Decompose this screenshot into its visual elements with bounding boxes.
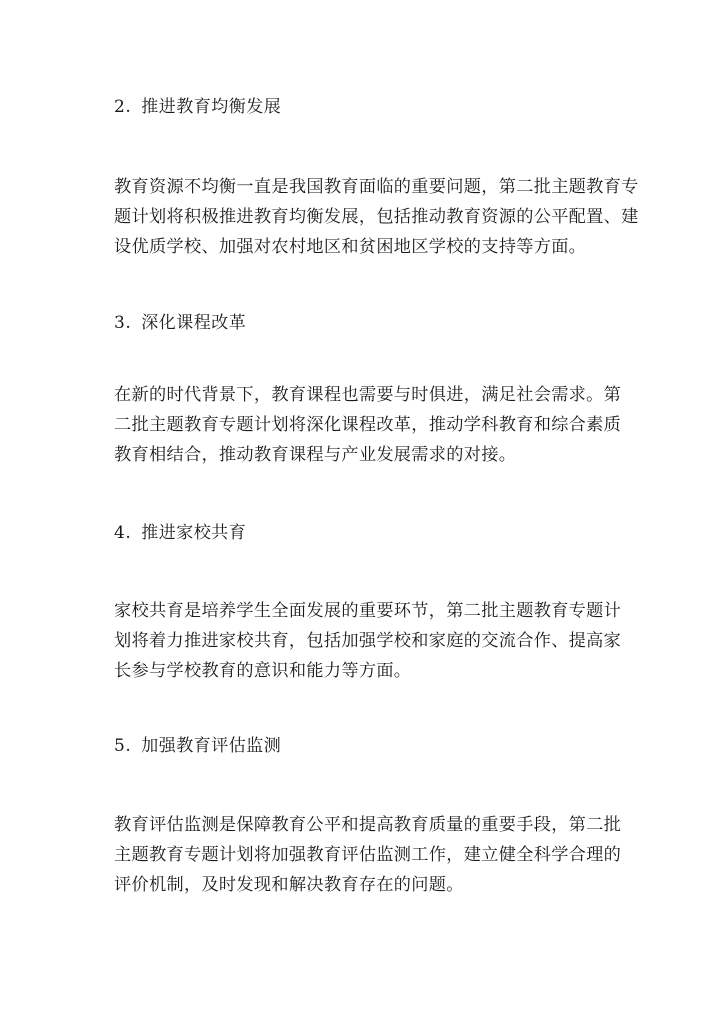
section-number: 4. <box>114 523 132 543</box>
paragraph-line: 教育评估监测是保障教育公平和提高教育质量的重要手段，第二批 <box>114 815 622 835</box>
paragraph-line: 评价机制，及时发现和解决教育存在的问题。 <box>114 875 464 895</box>
section-heading <box>114 312 658 334</box>
paragraph-line: 二批主题教育专题计划将深化课程改革，推动学科教育和综合素质 <box>114 415 622 435</box>
section-title: 推进教育均衡发展 <box>141 97 282 117</box>
paragraph-line: 划将着力推进家校共育，包括加强学校和家庭的交流合作、提高家 <box>114 631 622 651</box>
section-paragraph <box>114 596 658 686</box>
paragraph-line: 主题教育专题计划将加强教育评估监测工作，建立健全科学合理的 <box>114 845 622 865</box>
section-title: 加强教育评估监测 <box>141 736 282 756</box>
paragraph-line: 题计划将积极推进教育均衡发展，包括推动教育资源的公平配置、建 <box>114 207 639 227</box>
section-title: 深化课程改革 <box>141 313 247 333</box>
section-paragraph <box>114 810 658 900</box>
paragraph-line: 家校共育是培养学生全面发展的重要环节，第二批主题教育专题计 <box>114 601 622 621</box>
section-number: 3. <box>114 313 132 333</box>
section-heading <box>114 96 658 118</box>
section-paragraph <box>114 380 658 470</box>
paragraph-line: 设优质学校、加强对农村地区和贫困地区学校的支持等方面。 <box>114 237 587 257</box>
section-paragraph <box>114 172 658 262</box>
paragraph-line: 长参与学校教育的意识和能力等方面。 <box>114 661 412 681</box>
section-title: 推进家校共育 <box>141 523 247 543</box>
paragraph-line: 教育相结合，推动教育课程与产业发展需求的对接。 <box>114 445 517 465</box>
section-heading <box>114 522 658 544</box>
section-number: 5. <box>114 736 132 756</box>
paragraph-line: 教育资源不均衡一直是我国教育面临的重要问题，第二批主题教育专 <box>114 177 639 197</box>
section-heading <box>114 735 658 757</box>
section-number: 2. <box>114 97 132 117</box>
paragraph-line: 在新的时代背景下，教育课程也需要与时俱进，满足社会需求。第 <box>114 385 622 405</box>
